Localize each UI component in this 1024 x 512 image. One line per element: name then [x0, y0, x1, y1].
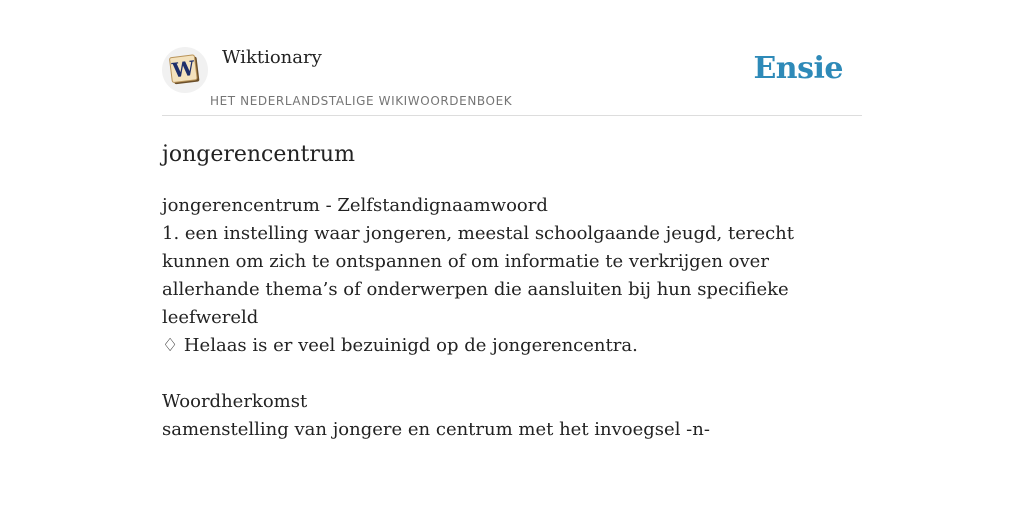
wiktionary-logo[interactable]	[162, 47, 208, 93]
etymology-text: samenstelling van jongere en centrum met het invoegsel -n-	[162, 419, 710, 440]
section-spacer	[162, 360, 862, 388]
site-tagline: HET NEDERLANDSTALIGE WIKIWOORDENBOEK	[210, 94, 513, 108]
etymology-label: Woordherkomst	[162, 391, 308, 412]
entry-definition: 1. een instelling waar jongeren, meestal schoolgaande jeugd, terecht kunnen om zich te ontspannen of om informatie te verkrijgen over allerhande thema’s of onderwerpen die aansluiten bij hun specifieke leefwereld	[162, 223, 795, 328]
header-divider	[162, 115, 862, 116]
ensie-brand-link[interactable]: Ensie	[753, 51, 843, 86]
site-name[interactable]: Wiktionary	[222, 47, 322, 68]
wiktionary-w-icon	[166, 51, 204, 89]
entry-example: ♢ Helaas is er veel bezuinigd op de jongerencentra.	[162, 335, 638, 356]
entry-heading: jongerencentrum - Zelfstandignaamwoord	[162, 195, 548, 216]
logo-letter: W	[170, 55, 197, 83]
page-title: jongerencentrum	[162, 142, 355, 167]
entry-content	[162, 192, 862, 444]
